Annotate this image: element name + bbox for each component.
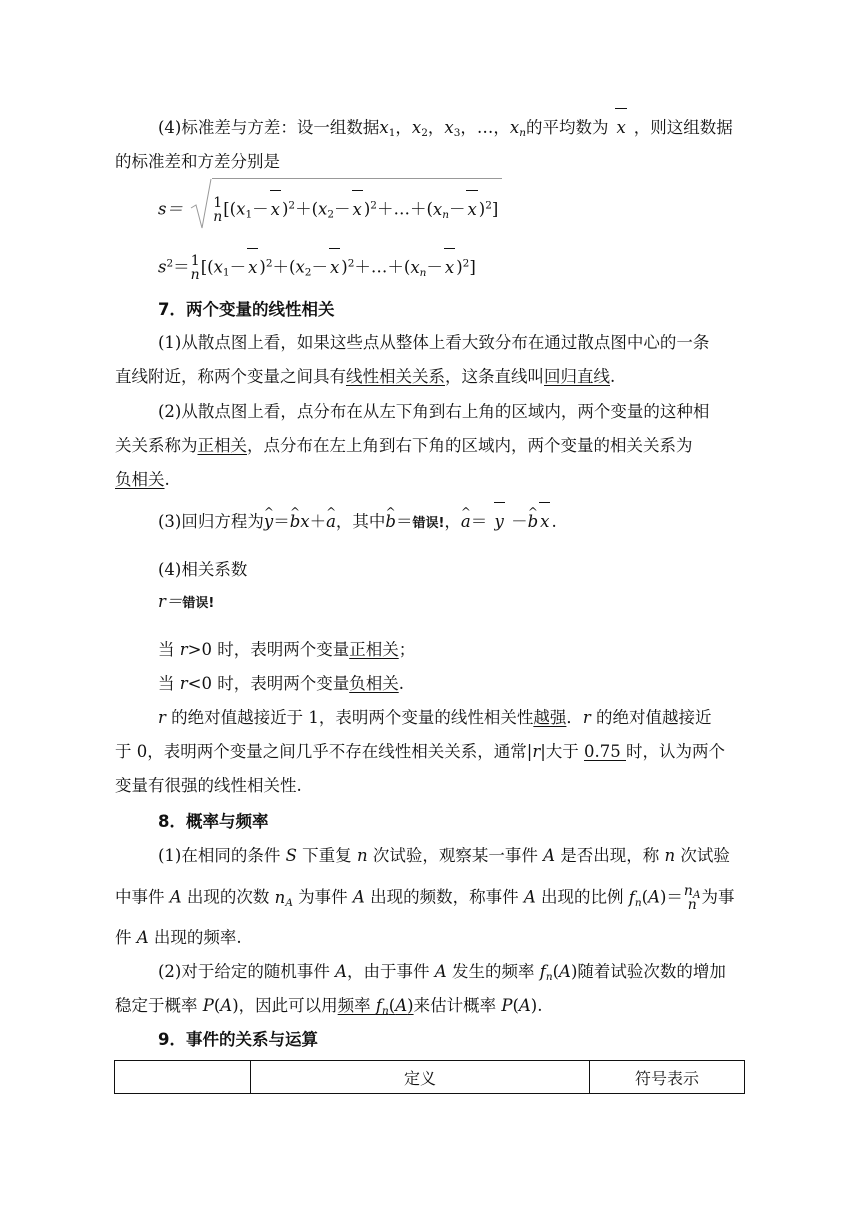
sec7-p2-line3: 负相关. bbox=[115, 470, 170, 489]
sec8-heading: 8．概率与频率 bbox=[158, 812, 269, 831]
sec7-p1-line1: (1)从散点图上看，如果这些点从整体上看大致分布在通过散点图中心的一条 bbox=[158, 333, 710, 352]
sec8-p2-line2: 稳定于概率 P(A)，因此可以用频率 $f_n(A)$来估计概率 P(A). bbox=[115, 996, 543, 1017]
sec7-p2-line2: 关关系称为正相关，点分布在左上角到右下角的区域内，两个变量的相关关系为 bbox=[115, 436, 693, 455]
sec8-p1-line2: 中事件 A 出现的次数 $n_A$ 为事件 A 出现的频数，称事件 A 出现的比例 $f_n(A)=$ $n_A$ n 为事 bbox=[115, 883, 735, 913]
formula-variance: $s^2=$ 1 n [($x_1- x$ )$^2+(x_2- x$ )$^2+\dots+(x_n- x$ )$^2$] bbox=[158, 253, 476, 283]
term-linear-correlation: 线性相关关系 bbox=[346, 367, 445, 386]
r-abs-line1: r 的绝对值越接近于 1，表明两个变量的线性相关性越强．r 的绝对值越接近 bbox=[158, 708, 712, 727]
sec8-p1-line3: 件 A 出现的频率. bbox=[115, 928, 242, 947]
sec7-heading: 7．两个变量的线性相关 bbox=[158, 300, 335, 319]
s4-line1: (4)标准差与方差：设一组数据$x_1$，$x_2$，$x_3$，…，$x_n$的平均数为 x ，则这组数据 bbox=[158, 118, 733, 139]
sec8-p1-line1: (1)在相同的条件 S 下重复 n 次试验，观察某一事件 A 是否出现，称 n 次试验 bbox=[158, 846, 730, 865]
sqrt-symbol: 1 n [($x_1- x$ )$^2+(x_2- x$ )$^2+\dots+(x_n- x$ )$^2$] bbox=[212, 196, 498, 224]
table-header-cell: 符号表示 bbox=[590, 1061, 745, 1094]
event-relations-table bbox=[114, 1060, 745, 1094]
table-header-row bbox=[115, 1061, 745, 1094]
r-negative-line: 当 r<0 时，表明两个变量负相关. bbox=[158, 674, 404, 693]
sec8-p2-line1: (2)对于给定的随机事件 A，由于事件 A 发生的频率 $f_n(A)$随着试验次数的增加 bbox=[158, 962, 726, 983]
s4-line2: 的标准差和方差分别是 bbox=[115, 152, 280, 171]
table-header-cell: 定义 bbox=[251, 1061, 590, 1094]
term-regression-line: 回归直线 bbox=[544, 367, 610, 386]
sec9-heading: 9．事件的关系与运算 bbox=[158, 1030, 318, 1049]
table-header-cell bbox=[115, 1061, 251, 1094]
r-positive-line: 当 r>0 时，表明两个变量正相关； bbox=[158, 640, 416, 659]
formula-std-dev: s＝ 1 n [($x_1- x$ )$^2+(x_2- x$ )$^2+\dots+(x_n- x$ )$^2$] bbox=[158, 196, 498, 224]
error-field: 错误! bbox=[182, 596, 215, 611]
r-abs-line3: 变量有很强的线性相关性. bbox=[115, 776, 302, 795]
error-field: 错误! bbox=[412, 516, 445, 531]
term-positive-correlation: 正相关 bbox=[197, 436, 247, 455]
correlation-coefficient-formula: r＝错误! bbox=[158, 592, 215, 611]
term-negative-correlation: 负相关 bbox=[115, 470, 165, 489]
r-abs-line2: 于 0，表明两个变量之间几乎不存在线性相关关系，通常|r|大于 0.75 时，认为两个 bbox=[115, 742, 725, 761]
sec7-p4: (4)相关系数 bbox=[158, 560, 248, 579]
sec7-p1-line2: 直线附近，称两个变量之间具有线性相关关系，这条直线叫回归直线. bbox=[115, 367, 616, 386]
sec7-p2-line1: (2)从散点图上看，点分布在从左下角到右上角的区域内，两个变量的这种相 bbox=[158, 402, 710, 421]
sec7-p3-regression-eq: (3)回归方程为^ y＝^ bx＋^ a，其中^ b＝错误!，^ a＝ y －^ b x . bbox=[158, 510, 557, 536]
